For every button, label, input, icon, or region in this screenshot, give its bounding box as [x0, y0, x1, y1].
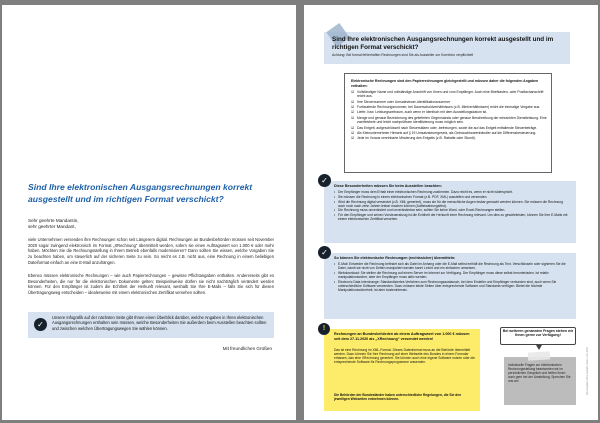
list-item: • Der Empfänger muss dem Erhalt einer elektronischen Rechnung zustimmen. Dazu reicht es, wenn er nicht widerspricht. — [334, 190, 570, 194]
xrechnung-regional-note: Die Behörden der Bundesländer haben unterschiedliche Regelungen, die Sie den jeweiligen Webseiten entnehmen können. — [334, 393, 462, 402]
xrechnung-title: Rechnungen an Bundesbehörden ab einem Auftragswert von 1.000 € müssen seit dem 27.11.2020 als „XRechnung“ versendet werden! — [334, 332, 470, 341]
special-features-list — [334, 190, 570, 222]
sticky-note-text: Individuelle Fragen zur elektronischen Rechnungsstellung beantworten wir im persönlichen Gespräch und helfen Ihnen auch gern bei der Umstellung. Sprechen Sie uns an! — [508, 363, 571, 383]
side-disclaimer: Alle Angaben ohne Gewähr. Stand: Juni 2021 — [586, 346, 589, 395]
list-item: • Die Rechnung muss unverändert und unveränderbar sein, sollten Sie keine Word- oder Excel-Rechnungen stellen. — [334, 208, 570, 212]
letter-paragraph-2: Ebenso müssen elektronische Rechnungen – wie auch Papierrechnungen – gewisse Pflichtangaben enthalten. Andererseits gibt es Besonderheiten, die nur für die elektronischen Dokumente gelten: Beispielsweise dürfen sie nicht nachträglich verändert werden können. Für den Empfänger ist zudem die Echtheit der Herkunft relevant, weshalb Sie Ihre E-Mails – falls Sie sich für diesen Übertragungsweg entscheiden – idealerweise mit einem elektronischen Zertifikat versehen sollten. — [28, 273, 274, 296]
list-item: • Sie müssen die Rechnung in einem elektronischen Format (z.B. PDF, XML) ausstellen und versenden. — [334, 195, 570, 199]
exclamation-icon: ! — [318, 323, 330, 335]
infographic-note-box — [28, 312, 274, 338]
salutation — [28, 218, 278, 230]
letter-paragraph-1: viele Unternehmen versenden ihre Rechnungen schon seit Längerem digital. Rechnungen an Bundesbehörden müssen seit November 2020 sogar zwingend elektronisch im Format „XRechnung“ übermittelt werden, sofern sie einen Auftragswert von 1.000 € oder mehr haben. Möchten Sie die Rechnungsstellung in Ihrem Betrieb ebenfalls modernisieren? Dann sollten Sie wissen, welche Vorgaben Sie zu beachten haben, um steuerlich auf der sicheren Seite zu sein. So reicht es z.B. nicht aus, eine Rechnung in einem beliebigen Dateiformat einfach an eine E-Mail anzuhängen. — [28, 237, 274, 265]
list-item: • Webdownload: Sie stellen die Rechnung auf einem Server im Internet zur Verfügung. Der Empfänger muss diese selbst herunterladen. Ist relativ manipulationssicher, aber der Empfänger muss aktiv werden. — [334, 271, 570, 279]
check-icon: ✓ — [318, 174, 331, 187]
correction-warning: Achtung: Bei formal fehlerhaften Rechnungen sind Sie als Aussteller zur Korrektur verpflichtet! — [332, 53, 474, 57]
special-features-title: Diese Besonderheiten müssen Sie beim Ausstellen beachten: — [334, 184, 442, 188]
mandatory-info-intro: Elektronische Rechnungen sind den Papierrechnungen gleichgestellt und müssen daher die folgenden Angaben enthalten: — [351, 79, 539, 88]
letter-title: Sind Ihre elektronischen Ausgangsrechnungen korrekt ausgestellt und im richtigen Format verschickt? — [28, 182, 253, 204]
list-item: • Wird die Rechnung digital versendet (z.B. XML generiert), muss sie für die menschliche Augen lesbar gemacht werden können. Sie müssen die Rechnung auch noch nach zehn Jahren lesbar machen können (Aufbewahrungsfrist). — [334, 200, 570, 208]
tape-decoration — [528, 351, 550, 360]
thumbs-up-icon: ✓ — [34, 318, 47, 331]
list-item: ☑ Menge und genaue Bezeichnung des gelieferten Gegenstands oder genaue Beschreibung der erbrachten Dienstleistung. Eine zweifelsfreie und leicht nachprüfbare Identifizierung muss möglich sein. — [351, 116, 547, 125]
list-item: ☑ Liefer- bzw. Leistungszeitraum, auch wenn er identisch mit dem Ausstellungsdatum ist. — [351, 110, 547, 114]
xrechnung-text: Das ist eine Rechnung im XML-Format. Dieses Datenformat muss an die Behörde übermittelt werden. Dazu können Sie Ihre Rechnung auf einer Webseite des Bundes in einem Formular erfassen, das eine XRechnung generiert. Sie können auch eine eigene Software nutzen oder die entsprechende Software für Rechnungsprogramme anwenden. — [334, 348, 475, 365]
left-page — [2, 5, 296, 420]
transmission-title: So können Sie elektronische Rechnungen (rechtssicher) übermitteln: — [334, 256, 456, 260]
list-item: ☑ Fortlaufende Rechnungsnummer, bei Dauerschuldverhältnissen (z.B. Mietverhältnissen) reicht die einmalige Vergabe aus. — [351, 105, 547, 109]
speech-bubble-tail — [536, 345, 542, 350]
special-features-box — [321, 176, 576, 243]
xrechnung-warning-box — [322, 325, 480, 411]
list-item: ☑ Jede im Voraus vereinbarte Minderung des Entgelts (z.B. Rabatte oder Skonti). — [351, 136, 547, 140]
right-page — [304, 5, 598, 420]
infographic-header — [324, 32, 570, 64]
check-icon: ✓ — [318, 246, 331, 259]
list-item: ☑ Als Kleinunternehmer Hinweis auf § 19 Umsatzsteuergesetz, als Gebrauchtwarenhändler auf die Differenzbesteuerung. — [351, 131, 547, 135]
transmission-list — [334, 262, 570, 293]
list-item: • E-Mail: Entweder die Rechnung befindet sich als Datei im Anhang oder die E-Mail selbst enthält die Rechnung als Text. Verschlüsseln oder signieren Sie die Datei, damit sie nicht von Dritten manipuliert werden kann! Leicht und ein einfachen umsetzen. — [334, 262, 570, 270]
transmission-box — [321, 248, 576, 319]
list-item: ☑ Vollständiger Name und vollständige Anschrift von Ihnen und vom Empfänger. Auch eine Briefkasten- oder Postfachanschrift reicht aus. — [351, 90, 547, 99]
salutation-line-1: Sehr geehrte Mandantin, — [28, 218, 79, 223]
list-item: • Electronic Data Interchange: Standardisiertes Verfahren zum Rechnungsaustausch, bei dem Ersteller und Empfänger verbunden sind, auch wenn Sie unterschiedliche Software verwenden. Dazu müssen beide Seiten über entsprechende Software und Standards verfügen. Bietet die höchste Manipulationssicherheit, ist aber kostenintensiv. — [334, 280, 570, 292]
sticky-note — [504, 357, 576, 405]
infographic-note-text: Unsere Infografik auf der nächsten Seite gibt Ihnen einen Überblick darüber, welche Angaben in Ihren elektronischen Ausgangsrechnungen enthalten sein müssen, welche Besonderheiten Sie außerdem beim Ausstellen beachten sollten und zwischen welchen Übertragungswegen Sie wählen können. — [52, 315, 267, 331]
list-item: ☑ Das Entgelt, aufgeschlüsselt nach Steuersätzen oder -befreiungen, sowie die auf das Entgelt entfallende Steuerbeträge. — [351, 126, 547, 130]
speech-bubble: Bei weiteren genannten Fragen stehen wir Ihnen gerne zur Verfügung! — [500, 327, 576, 345]
closing-greeting: Mit freundlichen Grüßen — [222, 346, 272, 351]
list-item: ☑ Ihre Steuernummer oder Umsatzsteuer-Identifikationsnummer — [351, 100, 547, 104]
mandatory-info-list — [351, 90, 547, 142]
infographic-title: Sind Ihre elektronischen Ausgangsrechnungen korrekt ausgestellt und im richtigen Format verschickt? — [332, 36, 554, 51]
list-item: • Für den Empfänger und seinen Vorsteuerabzug ist die Echtheit der Herkunft einer Rechnung relevant. Um dies zu gewährleisten, können Sie Ihre E-Mails mit einem elektronischen Zertifikat versehen. — [334, 213, 570, 221]
mandatory-info-box — [344, 73, 552, 173]
salutation-line-2: sehr geehrter Mandant, — [28, 224, 76, 230]
